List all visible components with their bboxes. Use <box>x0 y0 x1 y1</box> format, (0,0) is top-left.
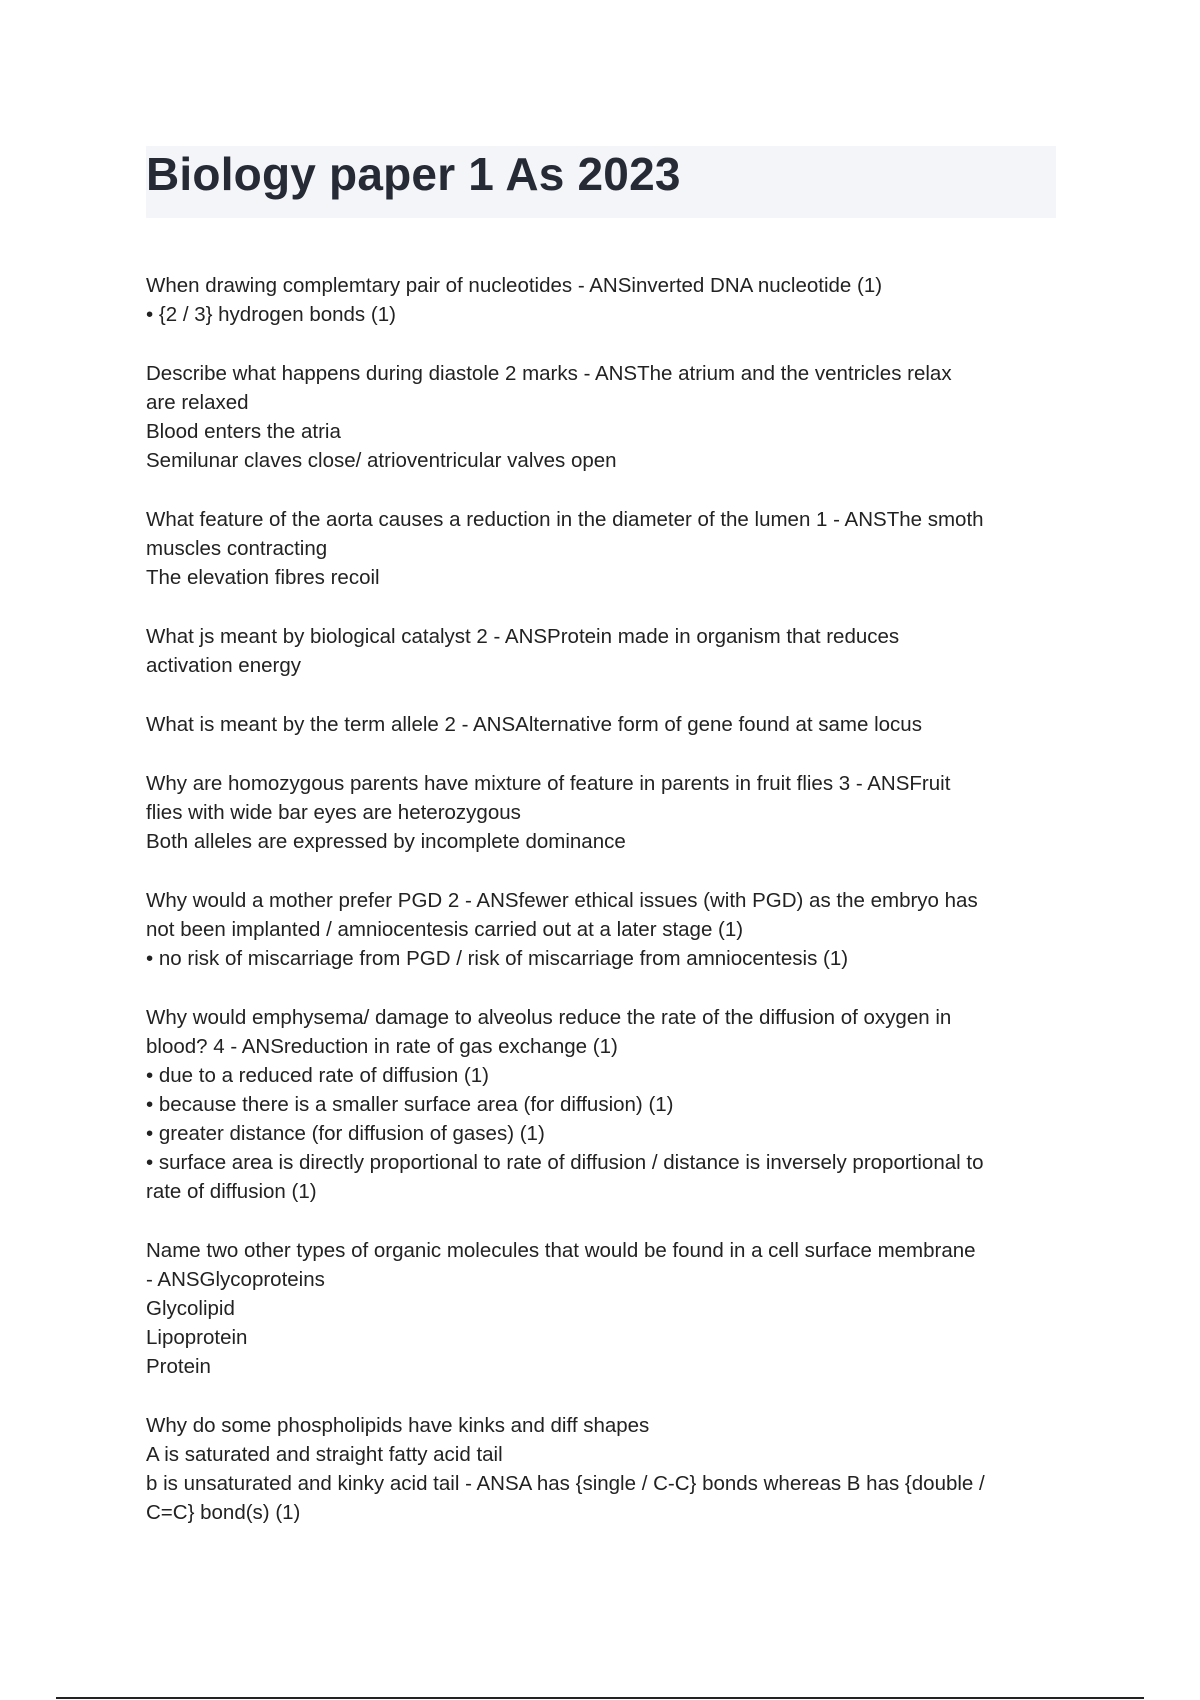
qa-entry <box>146 359 1058 475</box>
qa-text-line: • {2 / 3} hydrogen bonds (1) <box>146 303 396 326</box>
qa-text-line: not been implanted / amniocentesis carried out at a later stage (1) <box>146 918 744 941</box>
qa-text-line: blood? 4 - ANSreduction in rate of gas exchange (1) <box>146 1035 618 1058</box>
qa-text-line: • due to a reduced rate of diffusion (1) <box>146 1064 489 1087</box>
qa-text-line: • no risk of miscarriage from PGD / risk of miscarriage from amniocentesis (1) <box>146 947 849 970</box>
qa-text-line: Glycolipid <box>146 1297 235 1320</box>
page-title: Biology paper 1 As 2023 <box>146 148 681 200</box>
qa-entry <box>146 271 1058 329</box>
qa-text-line: activation energy <box>146 654 301 677</box>
qa-content <box>146 271 1058 1557</box>
qa-text-line: - ANSGlycoproteins <box>146 1268 325 1291</box>
qa-entry <box>146 1236 1058 1381</box>
qa-text-line: The elevation fibres recoil <box>146 566 380 589</box>
qa-text-line: What js meant by biological catalyst 2 - ANSProtein made in organism that reduces <box>146 625 900 648</box>
qa-entry <box>146 1003 1058 1206</box>
qa-text-line: Both alleles are expressed by incomplete dominance <box>146 830 626 853</box>
qa-text-line: Name two other types of organic molecules that would be found in a cell surface membrane <box>146 1239 976 1262</box>
qa-text-line: Why would a mother prefer PGD 2 - ANSfewer ethical issues (with PGD) as the embryo has <box>146 889 978 912</box>
qa-entry <box>146 622 1058 680</box>
qa-text-line: • greater distance (for diffusion of gases) (1) <box>146 1122 545 1145</box>
qa-text-line: • because there is a smaller surface area (for diffusion) (1) <box>146 1093 674 1116</box>
qa-entry <box>146 710 1058 739</box>
qa-text-line: Why would emphysema/ damage to alveolus reduce the rate of the diffusion of oxygen in <box>146 1006 952 1029</box>
qa-text-line: b is unsaturated and kinky acid tail - ANSA has {single / C-C} bonds whereas B has {double / <box>146 1472 985 1495</box>
qa-text-line: What is meant by the term allele 2 - ANSAlternative form of gene found at same locus <box>146 713 922 736</box>
footer-divider <box>56 1697 1144 1699</box>
qa-text-line: rate of diffusion (1) <box>146 1180 317 1203</box>
title-banner <box>146 146 1056 218</box>
qa-entry <box>146 505 1058 592</box>
qa-text-line: A is saturated and straight fatty acid tail <box>146 1443 503 1466</box>
qa-text-line: C=C} bond(s) (1) <box>146 1501 301 1524</box>
qa-text-line: When drawing complemtary pair of nucleotides - ANSinverted DNA nucleotide (1) <box>146 274 883 297</box>
qa-entry <box>146 769 1058 856</box>
qa-entry <box>146 886 1058 973</box>
qa-text-line: Why are homozygous parents have mixture of feature in parents in fruit flies 3 - ANSFruit <box>146 772 951 795</box>
qa-text-line: • surface area is directly proportional to rate of diffusion / distance is inversely proportional to <box>146 1151 984 1174</box>
qa-text-line: muscles contracting <box>146 537 328 560</box>
qa-text-line: Describe what happens during diastole 2 marks - ANSThe atrium and the ventricles relax <box>146 362 952 385</box>
qa-text-line: Blood enters the atria <box>146 420 341 443</box>
qa-text-line: Why do some phospholipids have kinks and diff shapes <box>146 1414 650 1437</box>
qa-text-line: are relaxed <box>146 391 249 414</box>
qa-text-line: What feature of the aorta causes a reduction in the diameter of the lumen 1 - ANSThe smoth <box>146 508 984 531</box>
qa-text-line: Protein <box>146 1355 211 1378</box>
qa-text-line: Semilunar claves close/ atrioventricular valves open <box>146 449 617 472</box>
qa-entry <box>146 1411 1058 1527</box>
qa-text-line: Lipoprotein <box>146 1326 248 1349</box>
qa-text-line: flies with wide bar eyes are heterozygous <box>146 801 521 824</box>
